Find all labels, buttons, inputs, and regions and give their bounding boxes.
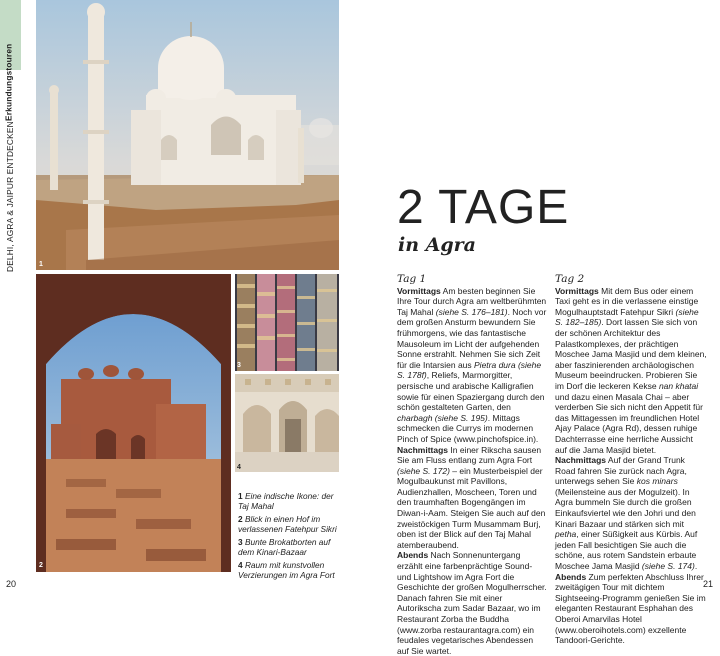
caption-number: 3 bbox=[238, 537, 243, 547]
caption-item bbox=[238, 560, 338, 580]
day1-morning-text: . Noch vor dem großen Ansturm bewundern Sie frühmorgens, wie das fantastische Mausoleum im Licht der aufgehenden Sonne erstrahlt. Nehmen Sie sich Zeit für die Intarsien aus bbox=[397, 306, 547, 370]
running-header bbox=[3, 43, 17, 272]
caption-text: Raum mit kunstvollen Verzierungen im Agra Fort bbox=[238, 560, 335, 580]
day1-morning-text: , Reliefs, Marmorgitter, persische und arabische Kalligrafien sowie für einen Spaziergang durch den schön gestalteten Garten, den bbox=[397, 370, 545, 413]
day2-afternoon-label: Nachmittags bbox=[555, 455, 607, 466]
day1-paragraph bbox=[397, 286, 547, 445]
photo-agra-fort-room bbox=[235, 374, 339, 472]
caption-item bbox=[238, 514, 338, 534]
page-number-left: 20 bbox=[6, 579, 17, 589]
running-header-section: Erkundungstouren bbox=[3, 43, 14, 122]
day2-morning-label: Vormittags bbox=[555, 285, 599, 296]
caption-text: Eine indische Ikone: der Taj Mahal bbox=[238, 491, 334, 511]
day1-paragraph bbox=[397, 445, 547, 551]
photo-number-4: 4 bbox=[237, 464, 241, 471]
caption-text: Blick in einen Hof im verlassenen Fatehpur Sikri bbox=[238, 514, 337, 534]
day2-morning-text: und dazu einen Masala Chai – aber verderben Sie sich nicht den Appetit für das Mittagessen im freundlichen Hotel Ajay Palace (Agra Rd), dessen ruhige Dachterrasse eine herrliche Aussicht auf die Jama Masjid bietet. bbox=[555, 391, 703, 455]
day1-paragraph bbox=[397, 550, 547, 656]
caption-number: 4 bbox=[238, 560, 243, 570]
day1-afternoon-text: In einer Rikscha sausen Sie am Fluss entlang zum Agra Fort bbox=[397, 444, 542, 466]
photo-number-1: 1 bbox=[39, 261, 43, 268]
caption-number: 1 bbox=[238, 491, 243, 501]
page-reference: (siehe S. 172) bbox=[397, 465, 450, 476]
italic-term: charbagh (siehe S. 195) bbox=[397, 412, 488, 423]
day2-afternoon-text: . bbox=[694, 561, 698, 572]
caption-text: Bunte Brokatborten auf dem Kinari-Bazaar bbox=[238, 537, 331, 557]
caption-item bbox=[238, 537, 338, 557]
day2-afternoon-text: Auf der Grand Trunk Road fahren Sie zurück nach Agra, unterwegs sehen Sie bbox=[555, 455, 687, 487]
day2-morning-text: . Dort lassen Sie sich von der schönen Architektur des Palastkomplexes, der prächtigen Moschee Jama Masjid und dem kleinen, aber faszinierenden archäologischen Museum beeindrucken. Probieren Sie im Dorf die leckeren Kekse bbox=[555, 317, 707, 391]
caption-item bbox=[238, 491, 338, 511]
day1-evening-text: Nach Sonnenuntergang erzählt eine farbenprächtige Sound- und Lightshow im Agra Fort die Geschichte der großen Mogulherrscher. Danach fahren Sie mit einer Autorikscha zum Sadar Bazaar, wo im Restaurant Zorba the Buddha (www.zorba restaurantagra.com) ein feudales vegetarisches Abendessen auf Sie wartet. bbox=[397, 550, 547, 656]
page-reference: (siehe S. 176–181) bbox=[435, 306, 508, 317]
day1-afternoon-label: Nachmittags bbox=[397, 444, 449, 455]
caption-number: 2 bbox=[238, 514, 243, 524]
day2-afternoon-text: (Meilensteine aus der Mogulzeit). In Agra bummeln Sie durch die großen Einkaufsviertel wie den Johri und den Kinari Bazaar und stärken sich mit bbox=[555, 486, 696, 529]
page-subtitle: in Agra bbox=[398, 234, 476, 256]
page-reference: (siehe S. 182–185) bbox=[555, 306, 699, 328]
photo-number-3: 3 bbox=[237, 362, 241, 369]
day2-paragraph bbox=[555, 286, 707, 456]
day1-heading: Tag 1 bbox=[397, 273, 427, 285]
day2-evening-text: Zum perfekten Abschluss Ihrer zweitägigen Tour mit dichtem Sightseeing-Programm genießen Sie im eleganten Restaurant Esphahan des Oberoi Amarvilas Hotel (www.oberoihotels.com) exzellente Tandoori-Gerichte. bbox=[555, 571, 706, 646]
photo-brocade-rolls bbox=[235, 274, 339, 371]
photo-fatehpur-sikri bbox=[36, 274, 231, 572]
italic-term: nan khatai bbox=[658, 380, 699, 391]
day2-evening-label: Abends bbox=[555, 571, 587, 582]
day2-afternoon-text: , einer Süßigkeit aus Kürbis. Auf jeden Fall besichtigen Sie auch die schöne, aus rotem Sandstein erbaute Moschee Jama Masjid bbox=[555, 529, 698, 572]
day2-paragraph bbox=[555, 572, 707, 646]
page-reference: (siehe S. 174) bbox=[641, 561, 695, 572]
photo-number-2: 2 bbox=[39, 562, 43, 569]
photo-captions bbox=[238, 491, 338, 583]
page-title: 2 TAGE bbox=[397, 181, 570, 234]
day2-paragraph bbox=[555, 455, 707, 572]
day1-morning-text: . Mittags schmecken die Currys im modernen Pinch of Spice (www.pinchofspice.in). bbox=[397, 412, 539, 444]
page-number-right: 21 bbox=[703, 579, 714, 589]
day1-column bbox=[397, 274, 547, 656]
day2-column bbox=[555, 274, 707, 646]
day1-evening-label: Abends bbox=[397, 550, 429, 561]
day1-afternoon-text: – ein Musterbeispiel der Mogulbaukunst mit Pavillons, Audienzhallen, Moscheen, Toren und den traumhaften Bogengängen im Diwan-i-Aam. Steigen Sie auch auf den zweistöckigen Turm Musammam Burj, oben ist der Blick auf den Taj Mahal atemberaubend. bbox=[397, 465, 546, 550]
day1-morning-label: Vormittags bbox=[397, 285, 441, 296]
day2-heading: Tag 2 bbox=[555, 273, 585, 285]
photo-taj-mahal bbox=[36, 0, 339, 270]
italic-term: Pietra dura (siehe S. 178f) bbox=[397, 359, 542, 381]
italic-term: kos minars bbox=[636, 476, 678, 487]
running-header-prefix: DELHI, AGRA & JAIPUR ENTDECKEN bbox=[5, 121, 15, 272]
day1-morning-text: Am besten beginnen Sie Ihre Tour durch Agra am weltberühmten Taj Mahal bbox=[397, 285, 547, 317]
italic-term: petha bbox=[555, 529, 577, 540]
day2-morning-text: Mit dem Bus oder einem Taxi geht es in die verlassene einstige Mogulhauptstadt Fatehpur Sikri bbox=[555, 285, 699, 317]
